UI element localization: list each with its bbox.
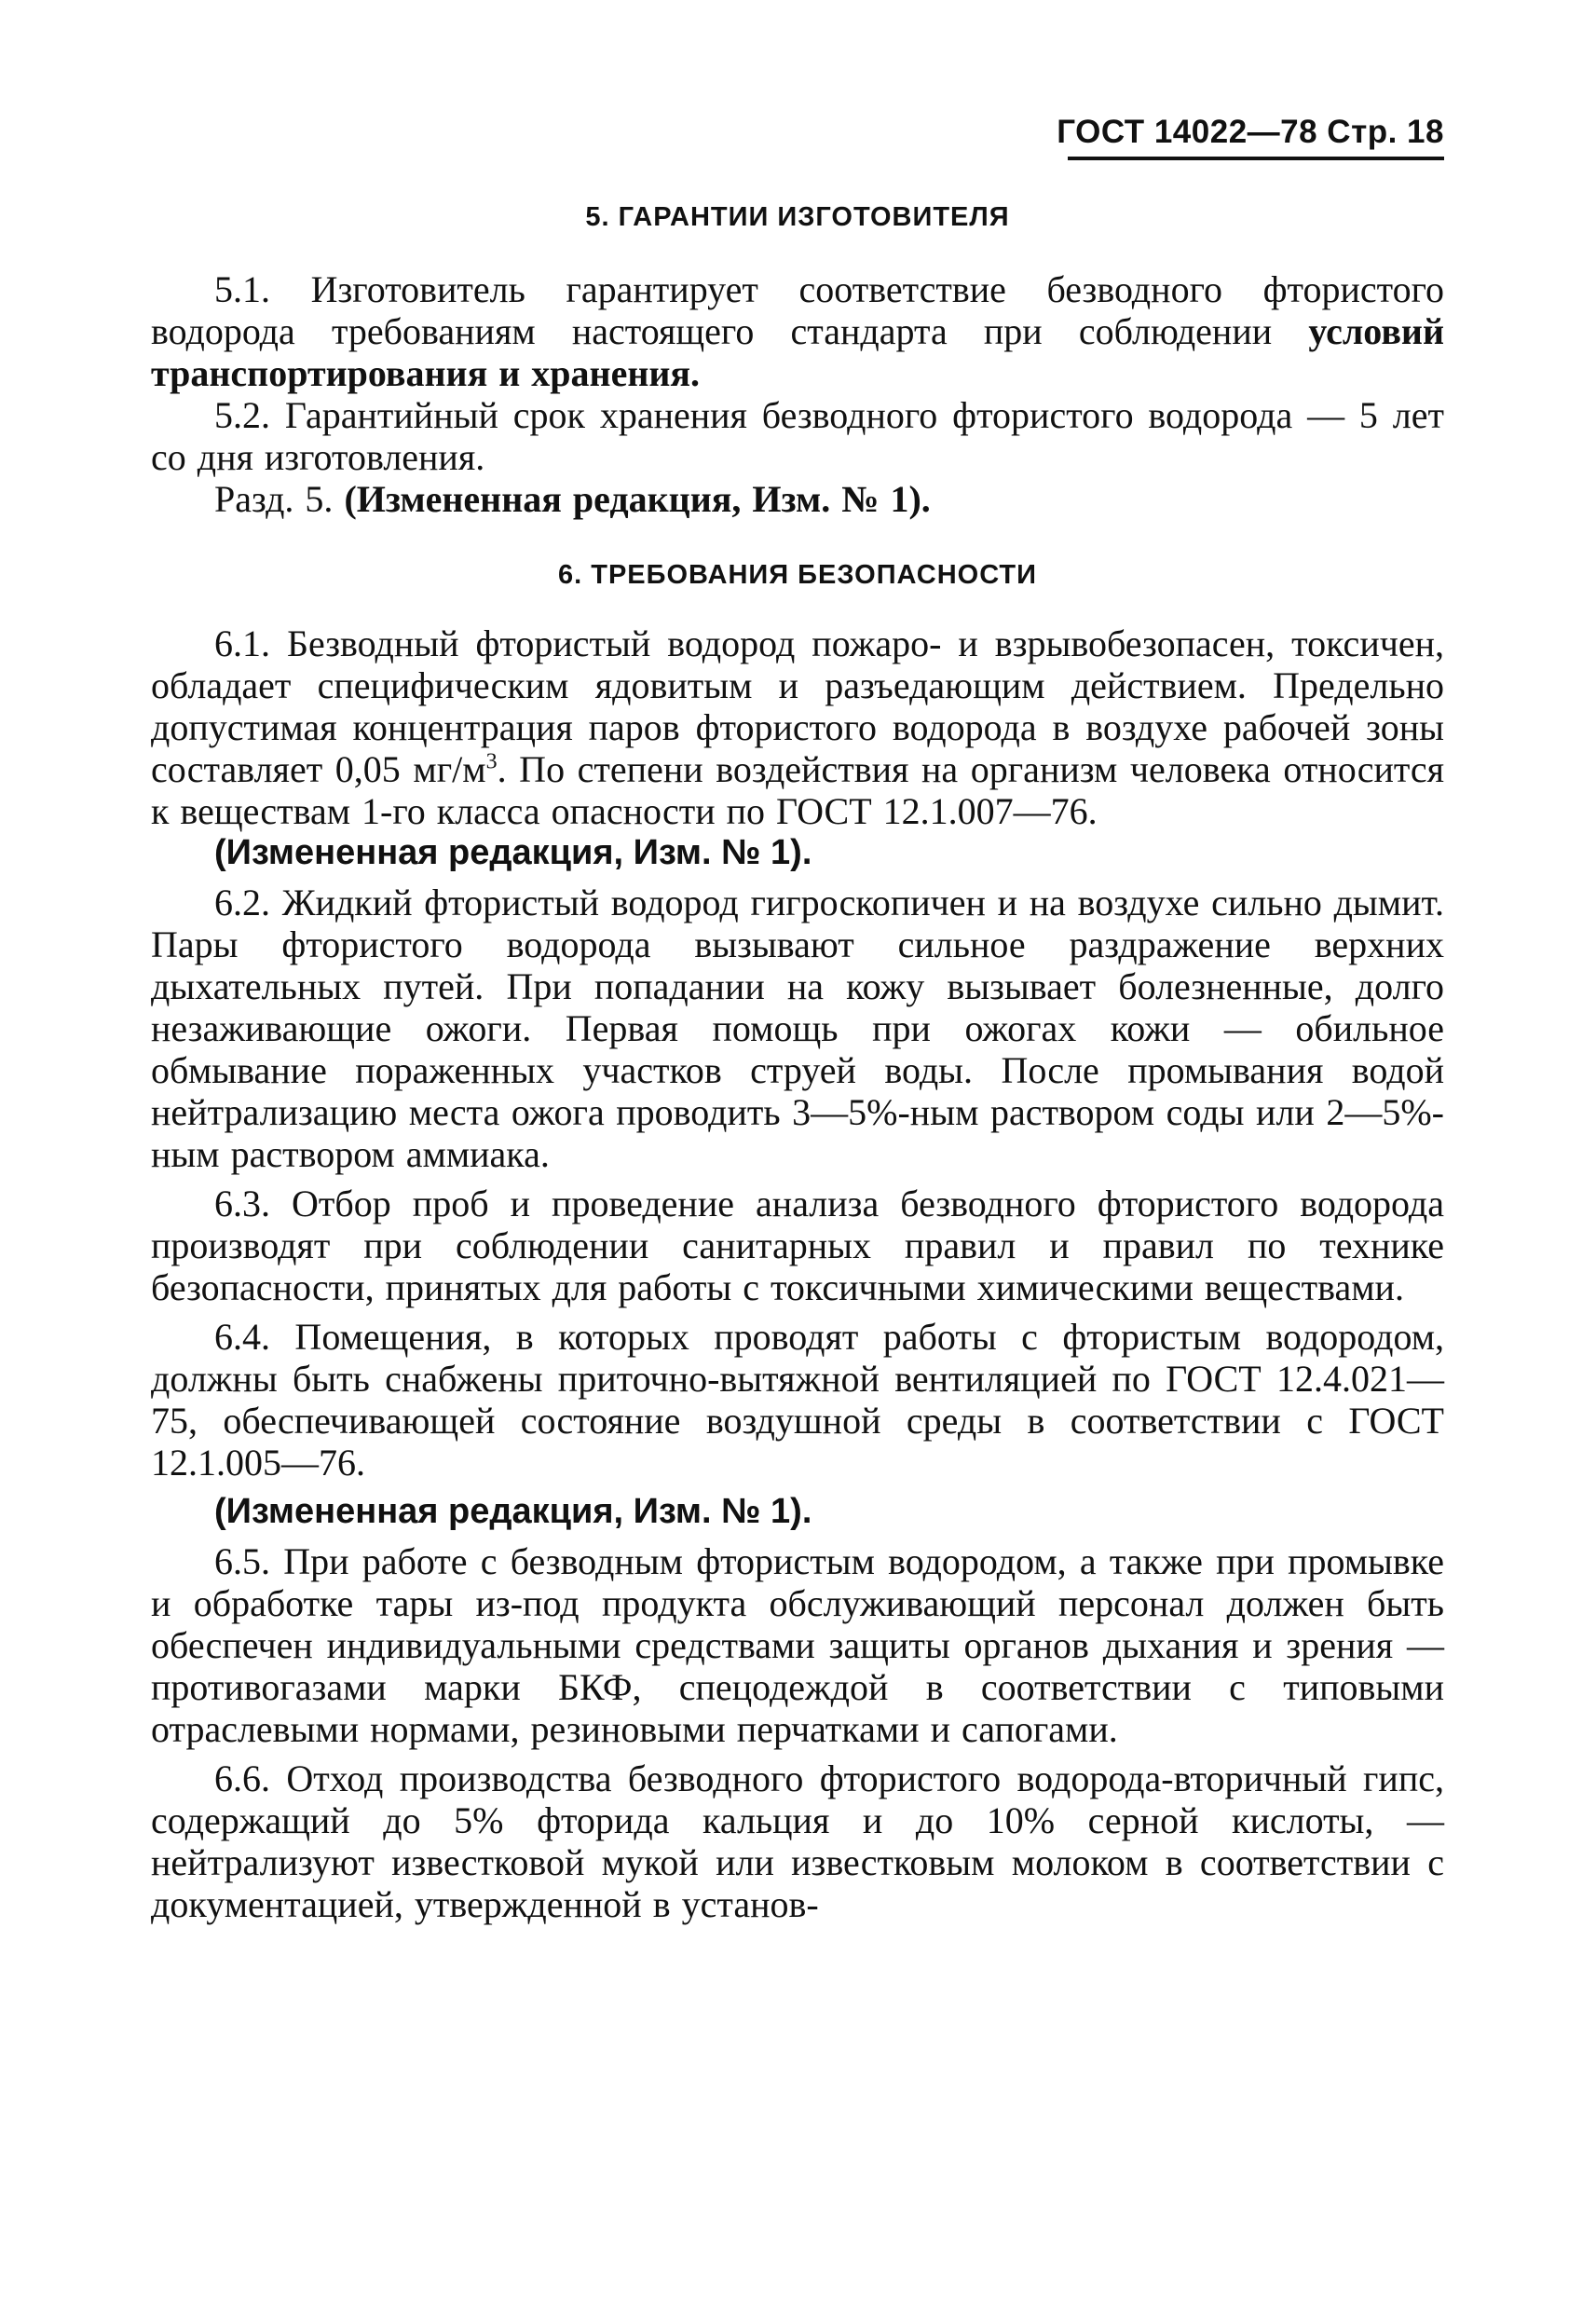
paragraph-6-4: 6.4. Помещения, в которых проводят работы с фтористым водородом, должны быть снабжены приточно-вытяжной вентиляцией по ГОСТ 12.4.021—75, обеспечивающей состояние воздушной среды в соответствии с ГОСТ 12.1.005—76.: [151, 1316, 1444, 1484]
paragraph-5-2: 5.2. Гарантийный срок хранения безводного фтористого водорода — 5 лет со дня изготовления.: [151, 394, 1444, 478]
paragraph-6-6: 6.6. Отход производства безводного фтористого водорода-вторичный гипс, содержащий до 5% фторида кальция и до 10% серной кислоты, — нейтрализуют известковой мукой или известковым молоком в соответствии с документацией, утвержденной в установ-: [151, 1757, 1444, 1925]
paragraph-6-1-part-b: . По степени воздействия на организм человека относится к веществам 1-го класса опасности по ГОСТ 12.1.007—76.: [151, 748, 1444, 832]
section-6-title: 6. ТРЕБОВАНИЯ БЕЗОПАСНОСТИ: [558, 560, 1037, 590]
document-page: [151, 112, 1444, 1925]
paragraph-5-1: [151, 268, 1444, 394]
razd-prefix: Разд. 5.: [214, 478, 334, 520]
razd-amendment: (Измененная редакция, Изм. № 1).: [344, 478, 931, 520]
paragraph-6-1-part-a: 6.1. Безводный фтористый водород пожаро- и взрывобезопасен, токсичен, обладает специфическим ядовитым и разъедающим действием. Предельно допустимая концентрация паров фтористого водорода в воздухе рабочей зоны составляет 0,05 мг/м: [151, 622, 1444, 790]
paragraph-5-1-text: 5.1. Изготовитель гарантирует соответствие безводного фтористого водорода требованиям настоящего стандарта при соблюдении: [151, 268, 1444, 352]
paragraph-6-1: [151, 622, 1444, 832]
paragraph-6-5: 6.5. При работе с безводным фтористым водородом, а также при промывке и обработке тары из-под продукта обслуживающий персонал должен быть обеспечен индивидуальными средствами защиты органов дыхания и зрения — противогазами марки БКФ, спецодеждой в соответствии с типовыми отраслевыми нормами, резиновыми перчатками и сапогами.: [151, 1540, 1444, 1750]
running-header: ГОСТ 14022—78 Стр. 18: [1057, 114, 1444, 150]
amendment-note-1: (Измененная редакция, Изм. № 1).: [214, 833, 812, 872]
section-5-amendment: [151, 478, 1444, 520]
paragraph-6-3: 6.3. Отбор проб и проведение анализа безводного фтористого водорода производят при соблюдении санитарных правил и правил по технике безопасности, принятых для работы с токсичными химическими веществами.: [151, 1183, 1444, 1308]
amendment-note-2: (Измененная редакция, Изм. № 1).: [214, 1492, 812, 1531]
superscript-3: 3: [485, 749, 498, 774]
paragraph-6-2: 6.2. Жидкий фтористый водород гигроскопичен и на воздухе сильно дымит. Пары фтористого водорода вызывают сильное раздражение верхних дыхательных путей. При попадании на кожу вызывает болезненные, долго незаживающие ожоги. Первая помощь при ожогах кожи — обильное обмывание пораженных участков струей воды. После промывания водой нейтрализацию места ожога проводить 3—5%-ным раствором соды или 2—5%-ным раствором аммиака.: [151, 882, 1444, 1175]
paragraph-5-1-bold: условий транспортирования и хранения.: [151, 310, 1445, 394]
section-5-title: 5. ГАРАНТИИ ИЗГОТОВИТЕЛЯ: [585, 202, 1010, 232]
